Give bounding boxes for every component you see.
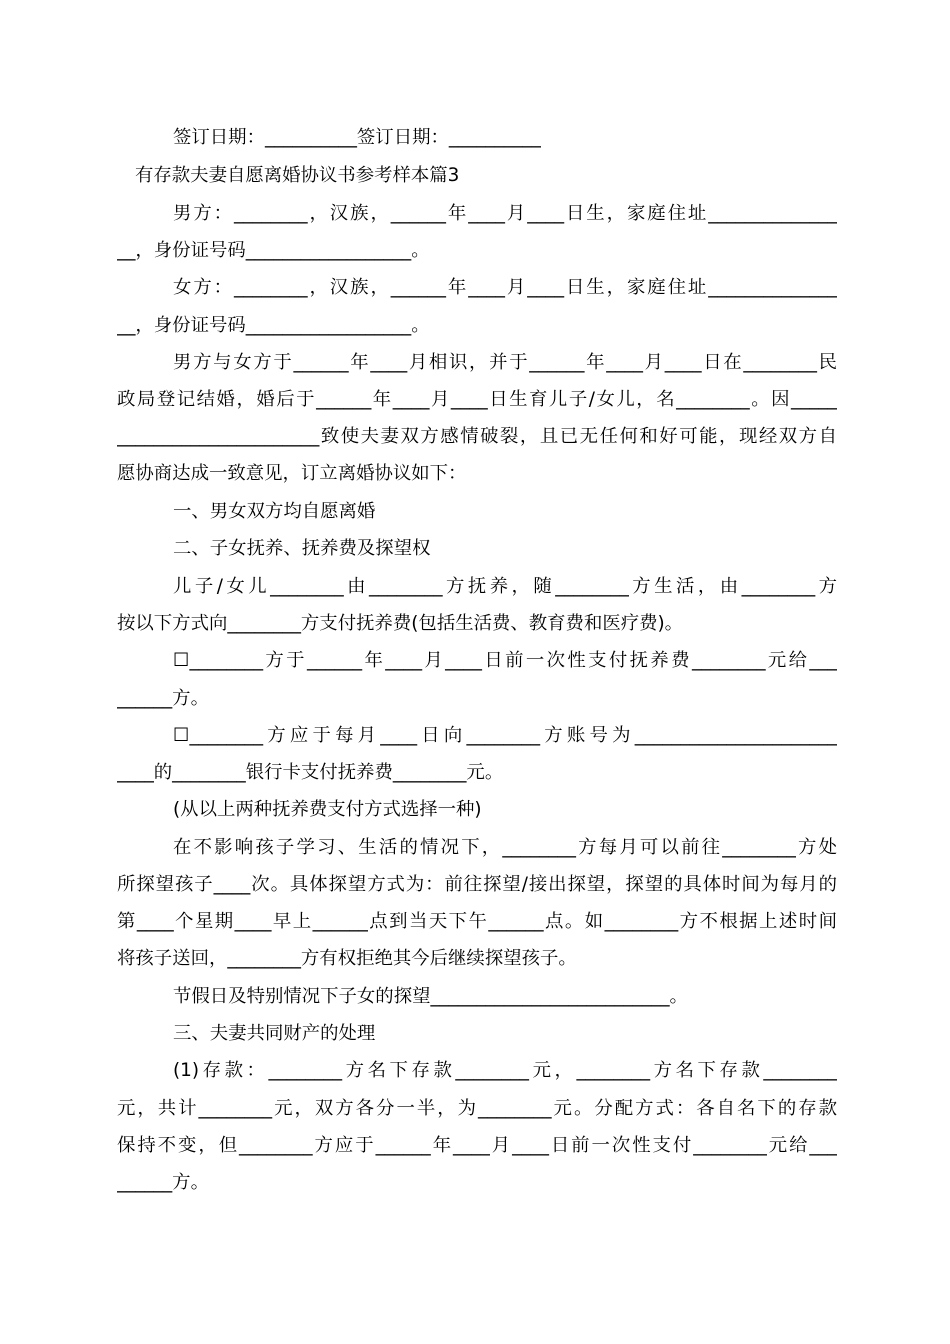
visitation-line-4: 将孩子送回，________方有权拒绝其今后继续探望孩子。 (117, 948, 577, 969)
female-party-line-2: __，身份证号码__________________。 (117, 315, 430, 336)
clause-2-heading: 二、子女抚养、抚养费及探望权 (173, 538, 431, 559)
marriage-paragraph-line-4: 愿协商达成一致意见，订立离婚协议如下： (117, 463, 467, 484)
payment-choice-note: (从以上两种抚养费支付方式选择一种) (173, 799, 482, 820)
deposit-line-1: (1)存款：________方名下存款________元，________方名下存款________ (173, 1060, 837, 1081)
payment-option-2-line-1: ☐________方应于每月____日向________方账号为______________________ (173, 725, 837, 746)
signing-date-line: 签订日期：__________签订日期：__________ (173, 127, 541, 148)
visitation-line-1: 在不影响孩子学习、生活的情况下，________方每月可以前往________方处 (173, 837, 837, 858)
custody-line-1: 儿子/女儿________由________方抚养，随________方生活，由________方 (173, 576, 837, 597)
payment-option-2-line-2: ____的________银行卡支付抚养费________元。 (117, 762, 504, 783)
clause-1-heading: 一、男女双方均自愿离婚 (173, 501, 376, 522)
payment-option-1-line-2: ______方。 (117, 688, 209, 709)
marriage-paragraph-line-2: 政局登记结婚，婚后于______年____月____日生育儿子/女儿，名________。因_____ (117, 389, 837, 410)
visitation-line-3: 第____个星期____早上______点到当天下午______点。如________方不根据上述时间 (117, 911, 837, 932)
deposit-line-3: 保持不变，但________方应于______年____月____日前一次性支付________元给___ (117, 1135, 837, 1156)
male-party-line-2: __，身份证号码__________________。 (117, 240, 430, 261)
deposit-line-4: ______方。 (117, 1172, 209, 1193)
clause-3-heading: 三、夫妻共同财产的处理 (173, 1023, 376, 1044)
custody-line-2: 按以下方式向________方支付抚养费(包括生活费、教育费和医疗费)。 (117, 613, 684, 634)
female-party-line-1: 女方：________，汉族，______年____月____日生，家庭住址______________ (173, 277, 837, 298)
payment-option-1-line-1: ☐________方于______年____月____日前一次性支付抚养费________元给___ (173, 650, 837, 671)
deposit-line-2: 元，共计________元，双方各分一半，为________元。分配方式：各自名下的存款 (117, 1098, 837, 1119)
male-party-line-1: 男方：________，汉族，______年____月____日生，家庭住址______________ (173, 203, 837, 224)
marriage-paragraph-line-1: 男方与女方于______年____月相识，并于______年____月____日在________民 (173, 352, 837, 373)
visitation-line-2: 所探望孩子____次。具体探望方式为：前往探望/接出探望，探望的具体时间为每月的 (117, 874, 837, 895)
marriage-paragraph-line-3: ______________________致使夫妻双方感情破裂，且已无任何和好可能，现经双方自 (117, 426, 837, 447)
holiday-visitation-line: 节假日及特别情况下子女的探望__________________________。 (173, 986, 688, 1007)
section-title: 有存款夫妻自愿离婚协议书参考样本篇3 (135, 165, 460, 186)
